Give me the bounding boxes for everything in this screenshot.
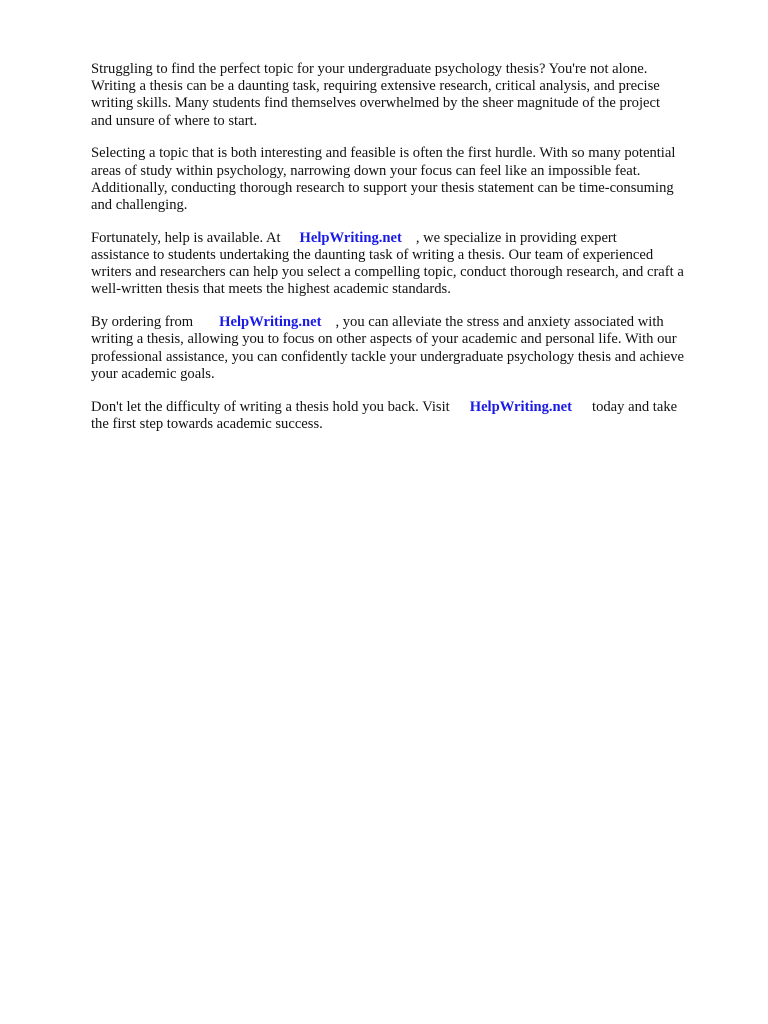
- paragraph-ordering: [91, 314, 723, 383]
- helpwriting-link[interactable]: HelpWriting.net: [219, 314, 322, 331]
- helpwriting-link[interactable]: HelpWriting.net: [299, 229, 402, 246]
- paragraph-call-to-action: [91, 399, 723, 433]
- text-line: well-written thesis that meets the highest academic standards.: [91, 281, 451, 298]
- paragraph-intro: [91, 61, 723, 130]
- text-line: and unsure of where to start.: [91, 112, 258, 129]
- text-line: writing a thesis, allowing you to focus on other aspects of your academic and personal life. With our: [91, 331, 677, 348]
- text-segment: , we specialize in providing expert: [415, 229, 617, 246]
- document-page: [91, 61, 723, 449]
- text-line: professional assistance, you can confidently tackle your undergraduate psychology thesis and achieve: [91, 348, 685, 365]
- text-line: [91, 230, 723, 247]
- text-segment: today and take: [592, 398, 678, 415]
- text-segment: Don't let the difficulty of writing a thesis hold you back. Visit: [91, 398, 450, 415]
- text-segment: Fortunately, help is available. At: [91, 229, 281, 246]
- paragraph-topic-selection: [91, 145, 723, 214]
- text-line: writing skills. Many students find themselves overwhelmed by the sheer magnitude of the project: [91, 95, 661, 112]
- text-segment: By ordering from: [91, 314, 194, 331]
- paragraph-help-available: [91, 230, 723, 299]
- text-segment: , you can alleviate the stress and anxiety associated with: [335, 314, 664, 331]
- text-line: Selecting a topic that is both interesting and feasible is often the first hurdle. With so many potential: [91, 145, 676, 162]
- text-line: areas of study within psychology, narrowing down your focus can feel like an impossible feat.: [91, 162, 641, 179]
- text-line: your academic goals.: [91, 365, 215, 382]
- text-line: the first step towards academic success.: [91, 415, 323, 432]
- text-line: [91, 314, 723, 331]
- text-line: assistance to students undertaking the daunting task of writing a thesis. Our team of experienced: [91, 247, 654, 264]
- helpwriting-link[interactable]: HelpWriting.net: [469, 398, 573, 415]
- text-line: and challenging.: [91, 197, 188, 214]
- text-line: writers and researchers can help you select a compelling topic, conduct thorough research, and craft a: [91, 264, 684, 281]
- text-line: Additionally, conducting thorough research to support your thesis statement can be time-consuming: [91, 179, 674, 196]
- text-line: [91, 399, 723, 416]
- text-line: Struggling to find the perfect topic for your undergraduate psychology thesis? You're not alone.: [91, 61, 648, 77]
- text-line: Writing a thesis can be a daunting task, requiring extensive research, critical analysis, and precise: [91, 78, 660, 95]
